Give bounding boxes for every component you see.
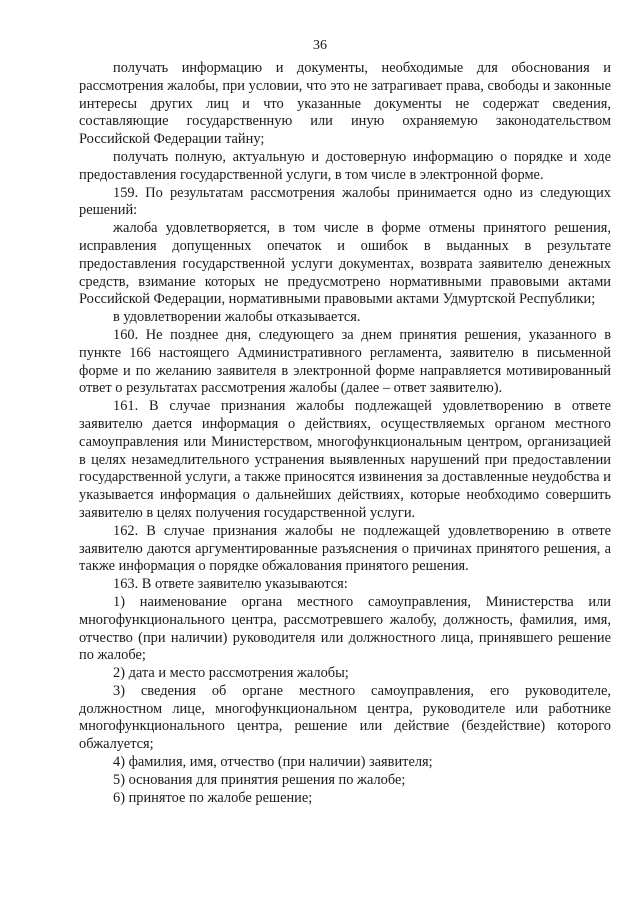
list-item-5: 5) основания для принятия решения по жалобе; — [113, 771, 406, 788]
paragraph-rights-information: получать полную, актуальную и достоверную информацию о порядке и ходе предоставления государственной услуги, в том числе в электронной форме. — [79, 148, 611, 183]
paragraph-160: 160. Не позднее дня, следующего за днем принятия решения, указанного в пункте 166 настоящего Административного регламента, заявителю в письменной форме и по желанию заявителя в электронной форме направляется мотивированный ответ о результатах рассмотрения жалобы (далее – ответ заявителю). — [79, 326, 611, 397]
list-item-4: 4) фамилия, имя, отчество (при наличии) заявителя; — [113, 754, 433, 771]
list-item-6: 6) принятое по жалобе решение; — [113, 789, 313, 806]
document-body — [79, 60, 611, 807]
paragraph-162: 162. В случае признания жалобы не подлежащей удовлетворению в ответе заявителю даются аргументированные разъяснения о причинах принятого решения, а также информация о порядке обжалования принятого решения. — [79, 522, 611, 575]
paragraph-159: 159. По результатам рассмотрения жалобы принимается одно из следующих решений: — [79, 184, 611, 219]
paragraph-rights-documents: получать информацию и документы, необходимые для обоснования и рассмотрения жалобы, при условии, что это не затрагивает права, свободы и законные интересы других лиц и что указанные документы не содержат сведения, составляющие государственную или иную охраняемую законодательством Российской Федерации тайну; — [79, 60, 611, 148]
list-item-2: 2) дата и место рассмотрения жалобы; — [113, 665, 349, 682]
paragraph-161: 161. В случае признания жалобы подлежащей удовлетворению в ответе заявителю дается информация о действиях, осуществляемых органом местного самоуправления или Министерством, многофункциональным центром, организацией в целях незамедлительного устранения выявленных нарушений при предоставлении государственной услуги, а также приносятся извинения за доставленные неудобства и указывается информация о дальнейших действиях, которые необходимо совершить заявителю в целях получения государственной услуги. — [79, 398, 611, 521]
paragraph-complaint-refused: в удовлетворении жалобы отказывается. — [113, 309, 361, 326]
paragraph-complaint-satisfied: жалоба удовлетворяется, в том числе в форме отмены принятого решения, исправления допущенных опечаток и ошибок в выданных в результате предоставления государственной услуги документах, возврата заявителю денежных средств, взимание которых не предусмотрено нормативными правовыми актами Российской Федерации, нормативными правовыми актами Удмуртской Республики; — [79, 220, 611, 308]
list-item-1: 1) наименование органа местного самоуправления, Министерства или многофункционального центра, рассмотревшего жалобу, должность, фамилия, имя, отчество (при наличии) руководителя или должностного лица, принявшего решение по жалобе; — [79, 593, 611, 664]
paragraph-163: 163. В ответе заявителю указываются: — [113, 576, 348, 593]
page-number: 36 — [313, 38, 327, 53]
list-item-3: 3) сведения об органе местного самоуправления, его руководителе, должностном лице, многофункциональном центра, руководителе или работнике многофункционального центра, решение или действие (бездействие) которого обжалуется; — [79, 682, 611, 753]
